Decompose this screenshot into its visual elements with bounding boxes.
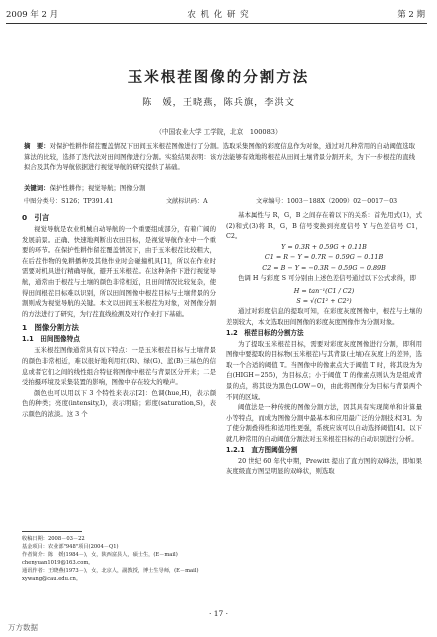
equation-4: H = tan⁻¹(C1 / C2): [293, 286, 355, 295]
header-journal: 农 机 化 研 究: [187, 10, 250, 20]
watermark: 万方数据: [8, 623, 38, 632]
paper-title: 玉米根茬图像的分割方法: [127, 70, 310, 86]
classification-line: [24, 196, 415, 206]
histogram-paragraph: 20 世纪 60 年代中期，Prewitt 提出了直方图的双峰法，即如果灰度级直方图呈明显的双峰状，则选取: [226, 456, 422, 476]
threshold-method-paragraph: 阈值法是一种传统的图像分割方法，因其具有实现简单和计算量小等特点，而成为图像分割中最基本和应用最广泛的分割技术[3]。为了使分割叠得性和适用性更强，系统应该可以自动选择阈值[4]。以下就几种常用的自动阈值分割法对玉米根茬目标的自动识别进行分析。: [226, 403, 422, 443]
section-heading-methods: 1 图像分割方法: [22, 323, 79, 333]
author-bio: 作者简介：陈 媛(1984－)，女，陕西富县人，硕士生，(E－mail) chenyuan1019@163.com。: [22, 552, 178, 566]
intro-paragraph: 视觉导航是农业机械自动导航的一个重要组成部分，有着广阔的发展前景。正确、快速地判断出农田目标，是视觉导航作业中一个重要的环节。在保护性耕作留茬覆盖情况下，由于玉米根茬比较粗大，在后茬作物的免耕播种及其他作业时会碰撞机具[1]，所以在作业时需要对机具进行精确导航，避开玉米根茬。在这种条件下进行视觉导航，通常由于根茬与土壤的颜色非常相近，且田间情况比较复杂，使得田间根茬目标难以识别，所以田间图像中根茬目标与土壤背景的分割则成为视觉导航的关键。本文以田间玉米根茬为对象，对图像分割的方法进行了研究，为行茬直线检测及对行作业打下基础。: [22, 225, 216, 318]
header-date: 2009 年 2 月: [6, 10, 59, 20]
subsection-heading-features: 1.1 田间图像特点: [22, 335, 80, 344]
equation-2: C1 = R − Y = 0.7R − 0.59G − 0.11B: [264, 253, 384, 262]
left-column: [22, 212, 216, 420]
equation-3: C2 = B − Y = −0.3R − 0.59G − 0.89B: [262, 263, 386, 272]
color-paragraph: 颜色也可以用以下 3 个特性来表示[2]：色调(hue,H)，表示颜色的种类；亮度(intensity,I)，表示明暗；彩度(saturation,S)，表示颜色的浓淡。这 3 个: [22, 388, 216, 418]
equation-5: S = √(C1² + C2²): [296, 297, 352, 305]
keywords-text: 保护性耕作；视觉导航；图像分割: [49, 184, 146, 192]
header-rule: [6, 23, 427, 24]
footnote: [22, 535, 218, 583]
footnote-rule: [22, 531, 82, 532]
page-number: · 17 ·: [208, 609, 229, 618]
right-column: [226, 210, 422, 477]
running-header: [0, 8, 437, 20]
abstract-text: 对保护性耕作留茬覆盖情况下田间玉米根茬图像进行了分割。选取采集图像的彩度信息作为对象，通过对几种常用的自动阈值选取算法的比较，选择了迭代法对田间图像进行分割。实验结果表明：该方法能够有效地将根茬从田间土壤背景分割开来，为下一步根茬的直线拟合及其作为导航依据进行视觉导航的研究提供了基础。: [24, 142, 415, 171]
abstract: [24, 141, 415, 173]
threshold-paragraph: 为了提取玉米根茬目标，需要对彩度灰度图像进行分割，即利用图像中要提取的目标物(玉米根茬)与其背景(土壤)在灰度上的差异，选取一个合适的阈值 T。当图像中的像素点大于阈值 T 时，将其设为为白(HIGH＝255)，为目标点；小于阈值 T 的像素点则认为是组成背景的点，将其设为黑色(LOW＝0)，由此将图像分为目标与背景两个不同的区域。: [226, 339, 422, 401]
author-list: 陈 媛，王晓燕，陈兵旗，李洪文: [142, 97, 295, 108]
equation-1: Y = 0.3R + 0.59G + 0.11B: [281, 242, 367, 251]
clc-number: 中图分类号：S126；TP391.41: [24, 198, 114, 205]
header-issue: 第 2 期: [397, 10, 425, 20]
hs-paragraph: 色调 H 与彩度 S 可分别由上述色差信号通过以下公式求得，即: [238, 274, 416, 282]
corresponding-author: 通讯作者：王晓燕(1973－)，女，北京人，副教授，博士生导师，(E－mail) xywang@cau.edu.cn。: [22, 568, 199, 582]
section-heading-intro: 0 引言: [22, 213, 50, 222]
keywords: [24, 183, 145, 192]
saturation-paragraph: 通过对彩度信息的提取可知，在彩度灰度图像中，根茬与土壤的差别较大，本文选取田间图像的彩度灰度图像作为分割对象。: [226, 307, 422, 326]
fund-info: 基金项目：农业部"948"项目(2004－Q1): [22, 544, 119, 550]
abstract-label: 摘 要：: [24, 142, 50, 150]
document-code: 文献标识码：A: [166, 198, 208, 205]
affiliation: （中国农业大学 工学院，北京 100083）: [155, 128, 282, 136]
subsection-heading-histogram: 1.2.1 直方图阈值分割: [226, 445, 298, 454]
article-number: 文章编号：1003－188X（2009）02－0017－03: [256, 198, 398, 205]
keywords-label: 关键词：: [24, 184, 50, 192]
conversion-paragraph: 基本属性与 R，G，B 之间存在着以下的关系：首先用式(1)，式(2)和式(3)将 R，G，B 信号变换到亮度信号 Y 与色差信号 C1，C2。: [226, 211, 422, 241]
received-date: 收稿日期：2008－03－22: [22, 536, 85, 542]
features-paragraph: 玉米根茬图像通常具有以下特点：一是玉米根茬目标与土壤背景的颜色非常相近，难以很好地利用红(R)、绿(G)、蓝(B)三基色的信息或者它们之间的线性组合特征将图像中根茬与背景区分开来；二是受拍摄环境及采集装置的影响，图像中存在较大的噪声。: [22, 346, 216, 387]
subsection-heading-segmentation: 1.2 根茬目标的分割方法: [226, 328, 304, 337]
